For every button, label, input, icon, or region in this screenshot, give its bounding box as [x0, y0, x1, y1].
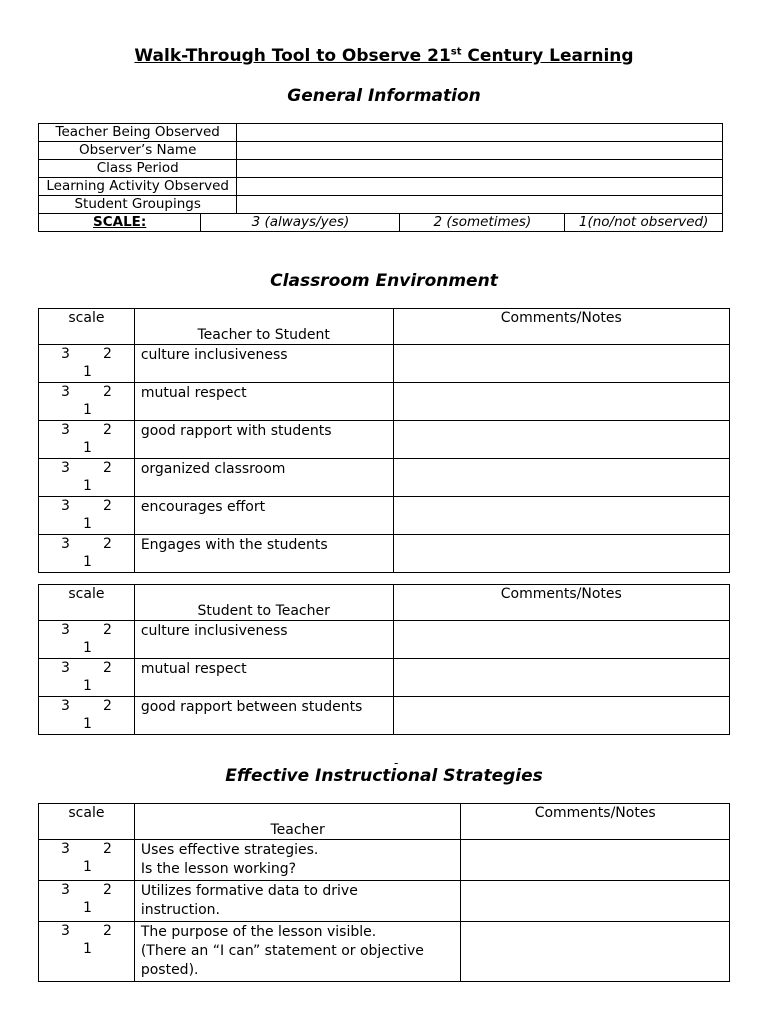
scale-value: 2 (sometimes) [400, 214, 565, 232]
table-row [39, 535, 730, 573]
student-groupings-field[interactable] [237, 196, 723, 214]
scale-selector[interactable]: 3 2 1 [39, 345, 135, 383]
column-header-scale: scale [39, 804, 135, 840]
scale-selector[interactable]: 3 2 1 [39, 421, 135, 459]
column-header-item: Teacher [134, 804, 461, 840]
table-row [39, 160, 723, 178]
criterion-text: organized classroom [134, 459, 393, 497]
table-row [39, 922, 730, 982]
scale-selector[interactable]: 3 2 1 [39, 922, 135, 982]
table-row [39, 421, 730, 459]
table-row [39, 459, 730, 497]
table-row [39, 383, 730, 421]
table-row [39, 881, 730, 922]
scale-selector[interactable]: 3 2 1 [39, 881, 135, 922]
comments-field[interactable] [393, 345, 729, 383]
column-header-item: Student to Teacher [134, 585, 393, 621]
criterion-text: encourages effort [134, 497, 393, 535]
table-row [39, 621, 730, 659]
column-header-item: Teacher to Student [134, 309, 393, 345]
table-row [39, 697, 730, 735]
field-label: Teacher Being Observed [39, 124, 237, 142]
column-header-notes: Comments/Notes [461, 804, 730, 840]
column-header-notes: Comments/Notes [393, 585, 729, 621]
table-row [39, 178, 723, 196]
table-row [39, 196, 723, 214]
scale-selector[interactable]: 3 2 1 [39, 497, 135, 535]
criterion-text: culture inclusiveness [134, 621, 393, 659]
table-header-row [39, 804, 730, 840]
criterion-text: The purpose of the lesson visible. (There an “I can” statement or objective posted). [134, 922, 461, 982]
observer-name-field[interactable] [237, 142, 723, 160]
criterion-text: good rapport between students [134, 697, 393, 735]
scale-label: SCALE: [39, 214, 201, 232]
class-period-field[interactable] [237, 160, 723, 178]
comments-field[interactable] [461, 881, 730, 922]
criterion-text: mutual respect [134, 659, 393, 697]
document-title [0, 46, 768, 66]
criterion-text: mutual respect [134, 383, 393, 421]
scale-selector[interactable]: 3 2 1 [39, 659, 135, 697]
instructional-strategies-heading: Effective Instructional Strategies [225, 766, 543, 786]
field-label: Student Groupings [39, 196, 237, 214]
student-to-teacher-table [38, 584, 730, 735]
comments-field[interactable] [393, 659, 729, 697]
title-superscript: st [450, 46, 462, 58]
table-row [39, 142, 723, 160]
criterion-text: culture inclusiveness [134, 345, 393, 383]
table-row [39, 497, 730, 535]
comments-field[interactable] [393, 697, 729, 735]
comments-field[interactable] [393, 497, 729, 535]
column-header-scale: scale [39, 309, 135, 345]
comments-field[interactable] [393, 421, 729, 459]
teacher-to-student-table [38, 308, 730, 573]
scale-legend-row [39, 214, 723, 232]
scale-value: 1(no/not observed) [565, 214, 723, 232]
scale-selector[interactable]: 3 2 1 [39, 459, 135, 497]
scale-selector[interactable]: 3 2 1 [39, 621, 135, 659]
general-information-heading: General Information [287, 86, 481, 106]
general-information-table [38, 123, 723, 232]
table-row [39, 659, 730, 697]
comments-field[interactable] [393, 383, 729, 421]
comments-field[interactable] [393, 621, 729, 659]
table-header-row [39, 585, 730, 621]
title-main: Walk-Through Tool to Observe 21 [134, 46, 451, 66]
separator-mark: - [394, 756, 399, 770]
criterion-text: Engages with the students [134, 535, 393, 573]
column-header-notes: Comments/Notes [393, 309, 729, 345]
table-row [39, 124, 723, 142]
title-end: Century Learning [461, 46, 634, 66]
field-label: Observer’s Name [39, 142, 237, 160]
scale-selector[interactable]: 3 2 1 [39, 535, 135, 573]
criterion-text: Utilizes formative data to drive instruction. [134, 881, 461, 922]
criterion-text: good rapport with students [134, 421, 393, 459]
criterion-text: Uses effective strategies. Is the lesson working? [134, 840, 461, 881]
column-header-scale: scale [39, 585, 135, 621]
teacher-observed-field[interactable] [237, 124, 723, 142]
table-header-row [39, 309, 730, 345]
comments-field[interactable] [461, 840, 730, 881]
instructional-strategies-table [38, 803, 730, 982]
scale-value: 3 (always/yes) [201, 214, 400, 232]
learning-activity-field[interactable] [237, 178, 723, 196]
scale-selector[interactable]: 3 2 1 [39, 697, 135, 735]
comments-field[interactable] [393, 535, 729, 573]
table-row [39, 840, 730, 881]
classroom-environment-heading: Classroom Environment [270, 271, 498, 291]
scale-selector[interactable]: 3 2 1 [39, 840, 135, 881]
comments-field[interactable] [461, 922, 730, 982]
table-row [39, 345, 730, 383]
field-label: Learning Activity Observed [39, 178, 237, 196]
field-label: Class Period [39, 160, 237, 178]
comments-field[interactable] [393, 459, 729, 497]
scale-selector[interactable]: 3 2 1 [39, 383, 135, 421]
